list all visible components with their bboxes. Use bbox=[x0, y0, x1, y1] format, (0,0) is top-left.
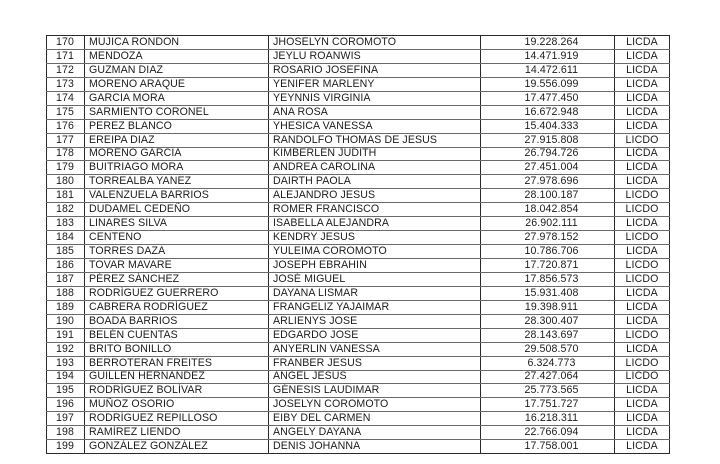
row-number: 179 bbox=[47, 161, 85, 175]
title-cell: LICDA bbox=[615, 147, 670, 161]
title-cell: LICDA bbox=[615, 412, 670, 426]
title-cell: LICDA bbox=[615, 49, 670, 63]
table-row bbox=[47, 133, 670, 147]
table-row bbox=[47, 356, 670, 370]
given-names-cell: JOSÉ MIGUEL bbox=[269, 272, 481, 286]
title-cell: LICDO bbox=[615, 370, 670, 384]
id-number-cell: 17.720.871 bbox=[481, 259, 615, 273]
surname-cell: BUITRIAGO MORA bbox=[85, 161, 269, 175]
given-names-cell: JOSELYN COROMOTO bbox=[269, 398, 481, 412]
surname-cell: MUÑOZ OSORIO bbox=[85, 398, 269, 412]
id-number-cell: 15.931.408 bbox=[481, 286, 615, 300]
row-number: 178 bbox=[47, 147, 85, 161]
given-names-cell: ALEJANDRO JESUS bbox=[269, 189, 481, 203]
table-row bbox=[47, 189, 670, 203]
id-number-cell: 26.794.726 bbox=[481, 147, 615, 161]
row-number: 185 bbox=[47, 245, 85, 259]
table-row bbox=[47, 384, 670, 398]
title-cell: LICDA bbox=[615, 245, 670, 259]
id-number-cell: 18.042.854 bbox=[481, 203, 615, 217]
title-cell: LICDA bbox=[615, 63, 670, 77]
row-number: 170 bbox=[47, 36, 85, 50]
surname-cell: GARCIA MORA bbox=[85, 91, 269, 105]
given-names-cell: ANA ROSA bbox=[269, 105, 481, 119]
id-number-cell: 27.978.696 bbox=[481, 175, 615, 189]
roster-body bbox=[47, 36, 670, 454]
title-cell: LICDA bbox=[615, 161, 670, 175]
row-number: 175 bbox=[47, 105, 85, 119]
id-number-cell: 6.324.773 bbox=[481, 356, 615, 370]
row-number: 187 bbox=[47, 272, 85, 286]
title-cell: LICDA bbox=[615, 105, 670, 119]
title-cell: LICDA bbox=[615, 91, 670, 105]
table-row bbox=[47, 147, 670, 161]
given-names-cell: FRANGELIZ YAJAIMAR bbox=[269, 300, 481, 314]
table-row bbox=[47, 342, 670, 356]
given-names-cell: KENDRY JESUS bbox=[269, 231, 481, 245]
table-row bbox=[47, 370, 670, 384]
given-names-cell: RANDOLFO THOMAS DE JESUS bbox=[269, 133, 481, 147]
table-row bbox=[47, 426, 670, 440]
surname-cell: DUDAMEL CEDEÑO bbox=[85, 203, 269, 217]
surname-cell: RODRÍGUEZ REPILLOSO bbox=[85, 412, 269, 426]
table-row bbox=[47, 175, 670, 189]
title-cell: LICDA bbox=[615, 217, 670, 231]
given-names-cell: YEYNNIS VIRGINIA bbox=[269, 91, 481, 105]
given-names-cell: ANGEL JESUS bbox=[269, 370, 481, 384]
title-cell: LICDO bbox=[615, 203, 670, 217]
given-names-cell: YHESICA VANESSA bbox=[269, 119, 481, 133]
row-number: 182 bbox=[47, 203, 85, 217]
table-row bbox=[47, 245, 670, 259]
given-names-cell: JEYLU ROANWIS bbox=[269, 49, 481, 63]
id-number-cell: 16.218.311 bbox=[481, 412, 615, 426]
row-number: 189 bbox=[47, 300, 85, 314]
title-cell: LICDA bbox=[615, 426, 670, 440]
id-number-cell: 19.556.099 bbox=[481, 77, 615, 91]
row-number: 192 bbox=[47, 342, 85, 356]
surname-cell: PÉREZ SÁNCHEZ bbox=[85, 272, 269, 286]
row-number: 184 bbox=[47, 231, 85, 245]
table-row bbox=[47, 63, 670, 77]
given-names-cell: ISABELLA ALEJANDRA bbox=[269, 217, 481, 231]
title-cell: LICDA bbox=[615, 384, 670, 398]
title-cell: LICDA bbox=[615, 398, 670, 412]
row-number: 188 bbox=[47, 286, 85, 300]
given-names-cell: DAIRTH PAOLA bbox=[269, 175, 481, 189]
surname-cell: RAMÍREZ LIENDO bbox=[85, 426, 269, 440]
title-cell: LICDO bbox=[615, 189, 670, 203]
roster-table bbox=[46, 35, 670, 454]
id-number-cell: 26.902.111 bbox=[481, 217, 615, 231]
surname-cell: CENTENO bbox=[85, 231, 269, 245]
surname-cell: SARMIENTO CORONEL bbox=[85, 105, 269, 119]
row-number: 186 bbox=[47, 259, 85, 273]
row-number: 190 bbox=[47, 314, 85, 328]
id-number-cell: 19.398.911 bbox=[481, 300, 615, 314]
given-names-cell: YULEIMA COROMOTO bbox=[269, 245, 481, 259]
title-cell: LICDA bbox=[615, 77, 670, 91]
table-row bbox=[47, 286, 670, 300]
surname-cell: TORREALBA YANEZ bbox=[85, 175, 269, 189]
row-number: 197 bbox=[47, 412, 85, 426]
surname-cell: EREIPA DIAZ bbox=[85, 133, 269, 147]
given-names-cell: DENIS JOHANNA bbox=[269, 440, 481, 454]
surname-cell: VALENZUELA BARRIOS bbox=[85, 189, 269, 203]
given-names-cell: ROMER FRANCISCO bbox=[269, 203, 481, 217]
table-row bbox=[47, 203, 670, 217]
title-cell: LICDO bbox=[615, 356, 670, 370]
title-cell: LICDO bbox=[615, 272, 670, 286]
id-number-cell: 22.766.094 bbox=[481, 426, 615, 440]
row-number: 196 bbox=[47, 398, 85, 412]
id-number-cell: 17.758.001 bbox=[481, 440, 615, 454]
title-cell: LICDA bbox=[615, 286, 670, 300]
given-names-cell: KIMBERLEN JUDITH bbox=[269, 147, 481, 161]
given-names-cell: EIBY DEL CARMEN bbox=[269, 412, 481, 426]
id-number-cell: 28.300.407 bbox=[481, 314, 615, 328]
row-number: 181 bbox=[47, 189, 85, 203]
surname-cell: RODRÍGUEZ GUERRERO bbox=[85, 286, 269, 300]
id-number-cell: 17.751.727 bbox=[481, 398, 615, 412]
surname-cell: LINARES SILVA bbox=[85, 217, 269, 231]
given-names-cell: ROSARIO JOSEFINA bbox=[269, 63, 481, 77]
id-number-cell: 14.472.611 bbox=[481, 63, 615, 77]
given-names-cell: DAYANA LISMAR bbox=[269, 286, 481, 300]
surname-cell: PEREZ BLANCO bbox=[85, 119, 269, 133]
row-number: 191 bbox=[47, 328, 85, 342]
surname-cell: MUJICA RONDON bbox=[85, 36, 269, 50]
table-row bbox=[47, 398, 670, 412]
surname-cell: TORRES DAZA bbox=[85, 245, 269, 259]
row-number: 193 bbox=[47, 356, 85, 370]
title-cell: LICDA bbox=[615, 300, 670, 314]
row-number: 176 bbox=[47, 119, 85, 133]
surname-cell: BRITO BONILLO bbox=[85, 342, 269, 356]
given-names-cell: GÉNESIS LAUDIMAR bbox=[269, 384, 481, 398]
id-number-cell: 28.100.187 bbox=[481, 189, 615, 203]
surname-cell: GUILLEN HERNÁNDEZ bbox=[85, 370, 269, 384]
surname-cell: MENDOZA bbox=[85, 49, 269, 63]
title-cell: LICDO bbox=[615, 259, 670, 273]
id-number-cell: 28.143.697 bbox=[481, 328, 615, 342]
surname-cell: BOADA BARRIOS bbox=[85, 314, 269, 328]
id-number-cell: 27.427.064 bbox=[481, 370, 615, 384]
table-row bbox=[47, 49, 670, 63]
id-number-cell: 17.477.450 bbox=[481, 91, 615, 105]
given-names-cell: FRANBER JESUS bbox=[269, 356, 481, 370]
title-cell: LICDA bbox=[615, 175, 670, 189]
surname-cell: BERROTERAN FREITES bbox=[85, 356, 269, 370]
given-names-cell: JHOSELYN COROMOTO bbox=[269, 36, 481, 50]
table-row bbox=[47, 314, 670, 328]
id-number-cell: 16.672.948 bbox=[481, 105, 615, 119]
table-row bbox=[47, 259, 670, 273]
row-number: 180 bbox=[47, 175, 85, 189]
surname-cell: GONZÁLEZ GONZÁLEZ bbox=[85, 440, 269, 454]
given-names-cell: ARLIENYS JOSE bbox=[269, 314, 481, 328]
table-row bbox=[47, 91, 670, 105]
id-number-cell: 17.856.573 bbox=[481, 272, 615, 286]
row-number: 199 bbox=[47, 440, 85, 454]
id-number-cell: 10.786.706 bbox=[481, 245, 615, 259]
id-number-cell: 29.508.570 bbox=[481, 342, 615, 356]
row-number: 172 bbox=[47, 63, 85, 77]
surname-cell: MORENO GARCIA bbox=[85, 147, 269, 161]
id-number-cell: 27.978.152 bbox=[481, 231, 615, 245]
id-number-cell: 27.451.004 bbox=[481, 161, 615, 175]
table-row bbox=[47, 36, 670, 50]
table-row bbox=[47, 440, 670, 454]
title-cell: LICDO bbox=[615, 328, 670, 342]
table-row bbox=[47, 119, 670, 133]
title-cell: LICDA bbox=[615, 119, 670, 133]
title-cell: LICDA bbox=[615, 314, 670, 328]
row-number: 177 bbox=[47, 133, 85, 147]
surname-cell: BELÉN CUENTAS bbox=[85, 328, 269, 342]
given-names-cell: ANYERLIN VANESSA bbox=[269, 342, 481, 356]
row-number: 171 bbox=[47, 49, 85, 63]
title-cell: LICDA bbox=[615, 440, 670, 454]
table-row bbox=[47, 105, 670, 119]
row-number: 198 bbox=[47, 426, 85, 440]
title-cell: LICDA bbox=[615, 342, 670, 356]
table-row bbox=[47, 161, 670, 175]
given-names-cell: EDGARDO JOSE bbox=[269, 328, 481, 342]
row-number: 194 bbox=[47, 370, 85, 384]
title-cell: LICDO bbox=[615, 133, 670, 147]
surname-cell: TOVAR MAVARE bbox=[85, 259, 269, 273]
id-number-cell: 27.915.808 bbox=[481, 133, 615, 147]
row-number: 183 bbox=[47, 217, 85, 231]
table-row bbox=[47, 217, 670, 231]
surname-cell: RODRÍGUEZ BOLÍVAR bbox=[85, 384, 269, 398]
table-row bbox=[47, 328, 670, 342]
table-row bbox=[47, 300, 670, 314]
table-row bbox=[47, 231, 670, 245]
title-cell: LICDO bbox=[615, 231, 670, 245]
id-number-cell: 14.471.919 bbox=[481, 49, 615, 63]
surname-cell: GUZMAN DIAZ bbox=[85, 63, 269, 77]
given-names-cell: ANDREA CAROLINA bbox=[269, 161, 481, 175]
surname-cell: MORENO ARAQUE bbox=[85, 77, 269, 91]
id-number-cell: 25.773.565 bbox=[481, 384, 615, 398]
surname-cell: CABRERA RODRÍGUEZ bbox=[85, 300, 269, 314]
given-names-cell: YENIFER MARLENY bbox=[269, 77, 481, 91]
row-number: 195 bbox=[47, 384, 85, 398]
given-names-cell: ANGELY DAYANA bbox=[269, 426, 481, 440]
row-number: 174 bbox=[47, 91, 85, 105]
title-cell: LICDA bbox=[615, 36, 670, 50]
id-number-cell: 15.404.333 bbox=[481, 119, 615, 133]
table-row bbox=[47, 272, 670, 286]
table-row bbox=[47, 77, 670, 91]
table-row bbox=[47, 412, 670, 426]
id-number-cell: 19.228.264 bbox=[481, 36, 615, 50]
given-names-cell: JOSEPH EBRAHIN bbox=[269, 259, 481, 273]
row-number: 173 bbox=[47, 77, 85, 91]
